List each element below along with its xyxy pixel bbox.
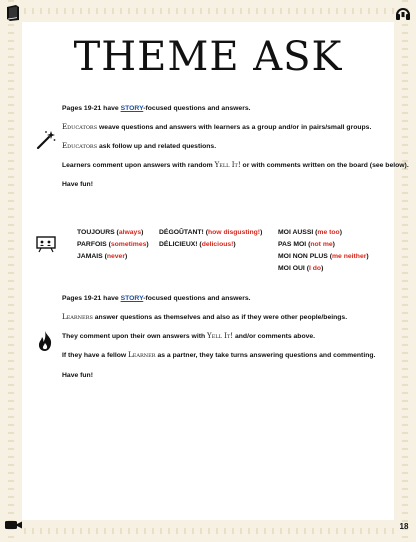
vocab-meaning: I do xyxy=(308,265,322,272)
vocab-word: PARFOIS xyxy=(77,241,107,248)
section1-have-fun: Have fun! xyxy=(62,181,93,188)
vocab-word: MOI AUSSI xyxy=(278,229,314,236)
vocab-item: PARFOIS (sometimes) xyxy=(77,241,149,248)
vocab-item: DÉGOÛTANT! (how disgusting!) xyxy=(159,229,263,236)
vocab-item: JAMAIS (never) xyxy=(77,253,128,260)
vocab-word: MOI OUI xyxy=(278,265,305,272)
section2-line1-post: -focused questions and answers. xyxy=(143,295,251,302)
vocab-word: MOI NON PLUS xyxy=(278,253,328,260)
vocab-column-frequency xyxy=(77,227,149,263)
section2-line2 xyxy=(62,313,382,322)
section2-line3-pre: They comment upon their own answers with xyxy=(62,333,208,340)
section1-line3-post: ask follow up and related questions. xyxy=(97,143,217,150)
section2-line4 xyxy=(62,351,382,360)
vocab-meaning: sometimes xyxy=(110,241,147,248)
flame-icon xyxy=(34,330,56,352)
section1-line1-post: -focused questions and answers. xyxy=(143,105,251,112)
section2-have-fun: Have fun! xyxy=(62,372,93,379)
vocab-word: DÉLICIEUX! xyxy=(159,241,198,248)
vocab-word: DÉGOÛTANT! xyxy=(159,229,204,236)
section2-line3 xyxy=(62,332,382,341)
educators-term: Educators xyxy=(62,142,98,150)
section1-line4 xyxy=(62,161,409,170)
section1-line2-post: weave questions and answers with learners as a group and/or in pairs/small groups. xyxy=(97,124,372,131)
book-icon[interactable] xyxy=(3,3,23,23)
page-number: 18 xyxy=(399,522,409,531)
yell-it-term: Yell It! xyxy=(214,161,241,169)
vocab-meaning: never xyxy=(106,253,125,260)
border-bottom xyxy=(0,520,416,542)
section2-line1-pre: Pages 19-21 have xyxy=(62,295,121,302)
vocab-item: TOUJOURS (always) xyxy=(77,229,144,236)
story-link[interactable]: STORY xyxy=(120,295,144,302)
border-right xyxy=(394,0,416,542)
section1-line2 xyxy=(62,123,382,132)
vocab-item: PAS MOI (not me) xyxy=(278,241,335,248)
section2-line2-post: answer questions as themselves and also as if they were other people/beings. xyxy=(92,314,348,321)
vocab-meaning: not me xyxy=(310,241,333,248)
vocab-column-agreement xyxy=(278,227,369,275)
vocab-meaning: me too xyxy=(317,229,340,236)
yell-it-term: Yell It! xyxy=(207,332,234,340)
vocab-meaning: delicious! xyxy=(201,241,234,248)
vocab-item: MOI NON PLUS (me neither) xyxy=(278,253,369,260)
section1-line4-post: or with comments written on the board (see below). xyxy=(240,162,409,169)
whiteboard-icon xyxy=(35,233,57,255)
section2-line3-post: and/or comments above. xyxy=(233,333,316,340)
page-title: THEME ASK xyxy=(73,34,343,80)
section1-line1-pre: Pages 19-21 have xyxy=(62,105,121,112)
educators-term: Educators xyxy=(62,123,98,131)
vocab-meaning: me neither xyxy=(332,253,367,260)
headphones-icon[interactable] xyxy=(393,3,413,23)
vocab-column-reactions xyxy=(159,227,262,251)
vocab-word: TOUJOURS xyxy=(77,229,115,236)
section1-line4-pre: Learners comment upon answers with random xyxy=(62,162,215,169)
vocab-item: MOI OUI (I do) xyxy=(278,265,324,272)
section1-line1 xyxy=(62,104,382,113)
vocab-word: PAS MOI xyxy=(278,241,307,248)
vocab-meaning: how disgusting! xyxy=(207,229,261,236)
video-camera-icon[interactable] xyxy=(3,515,25,535)
magic-wand-icon xyxy=(35,129,57,151)
vocab-word: JAMAIS xyxy=(77,253,103,260)
learner-term: Learner xyxy=(128,351,156,359)
border-top xyxy=(0,0,416,22)
vocab-meaning: always xyxy=(118,229,142,236)
learners-term: Learners xyxy=(62,313,93,321)
vocab-item: DÉLICIEUX! (delicious!) xyxy=(159,241,236,248)
section2-line4-post: as a partner, they take turns answering questions and commenting. xyxy=(155,352,376,359)
story-link[interactable]: STORY xyxy=(120,105,144,112)
section1-line3 xyxy=(62,142,382,151)
border-left xyxy=(0,0,22,542)
section2-line1 xyxy=(62,294,382,303)
vocab-item: MOI AUSSI (me too) xyxy=(278,229,342,236)
section2-line4-pre: If they have a fellow xyxy=(62,352,129,359)
